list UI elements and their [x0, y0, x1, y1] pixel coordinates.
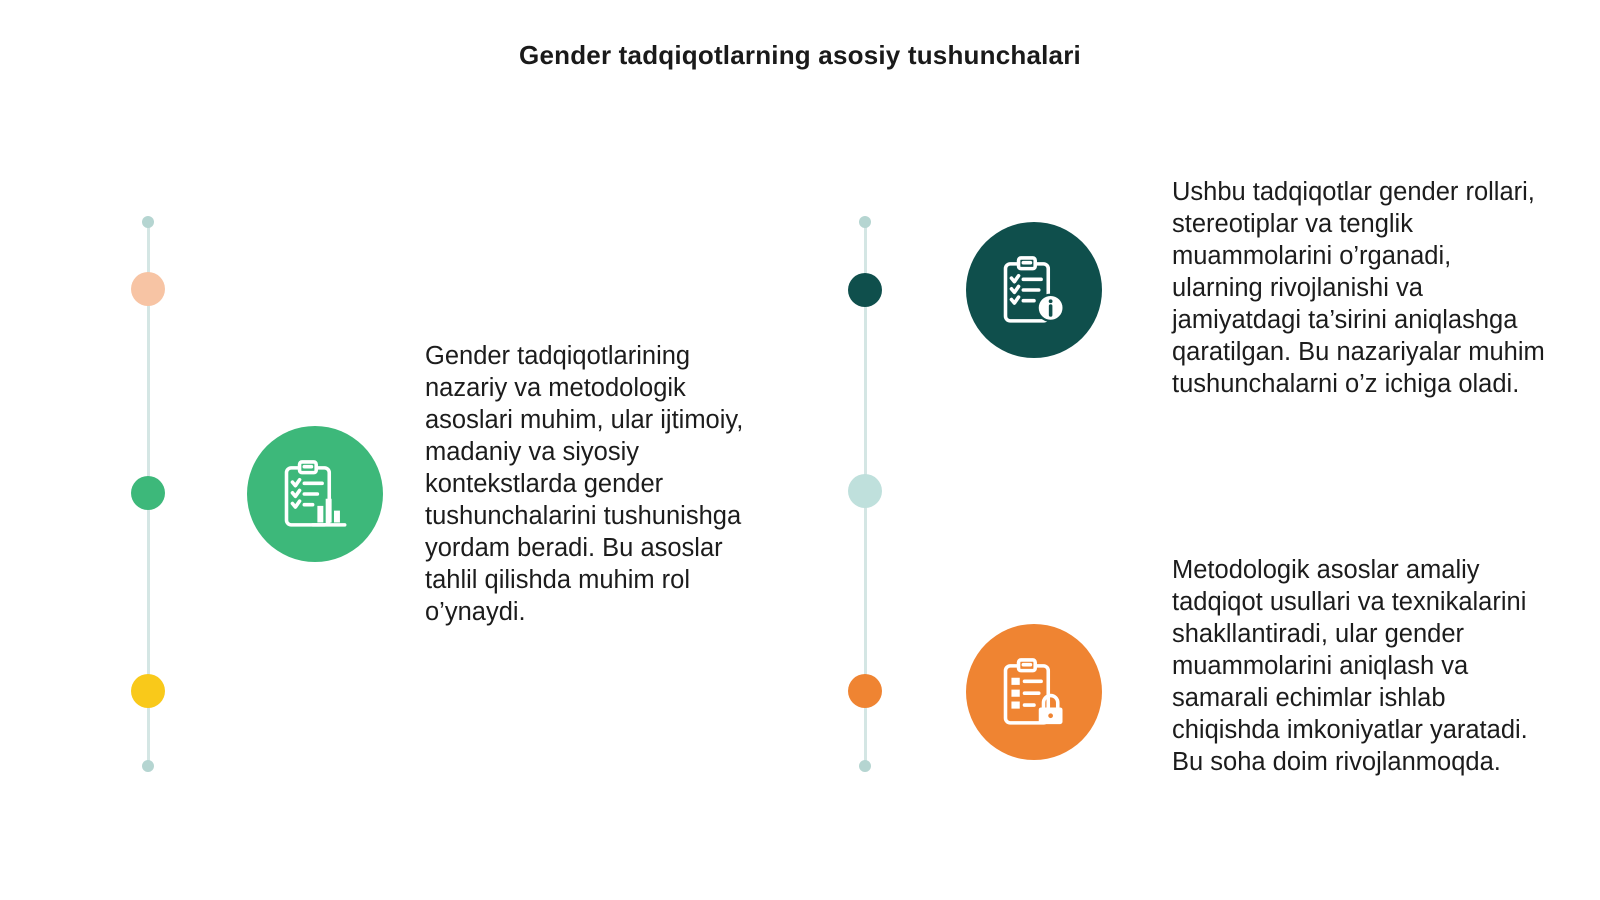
clipboard-checklist-info-icon — [996, 252, 1072, 328]
timeline-marker-yellow — [131, 674, 165, 708]
icon-circle-dark-teal — [966, 222, 1102, 358]
block-text-1: Gender tadqiqotlarining nazariy va metodologik asoslari muhim, ular ijtimoiy, madaniy va siyosiy kontekstlarda gender tushunchalarini tushunishga yordam beradi. Bu asoslar tahlil qilishda muhim rol o’ynaydi. — [425, 342, 744, 626]
timeline-marker-orange — [848, 674, 882, 708]
block-text-2: Ushbu tadqiqotlar gender rollari, stereotiplar va tenglik muammolarini o’rganadi, ularning rivojlanishi va jamiyatdagi ta’sirini aniqlashga qaratilgan. Bu nazariyalar muhim tushunchalarni o’z ichiga oladi. — [1172, 178, 1545, 398]
timeline-marker-green — [131, 476, 165, 510]
icon-circle-green — [247, 426, 383, 562]
timeline-end-dot — [859, 760, 871, 772]
clipboard-lock-icon — [996, 654, 1072, 730]
timeline-marker-light-teal — [848, 474, 882, 508]
timeline-marker-peach — [131, 272, 165, 306]
icon-circle-orange — [966, 624, 1102, 760]
timeline-marker-dark-teal — [848, 273, 882, 307]
block-text-3: Metodologik asoslar amaliy tadqiqot usullari va texnikalarini shakllantiradi, ular gender muammolarini aniqlash va samarali echimlar ishlab chiqishda imkoniyatlar yaratadi. Bu soha doim rivojlanmoqda. — [1172, 556, 1528, 776]
clipboard-chart-icon — [277, 456, 353, 532]
page-title: Gender tadqiqotlarning asosiy tushunchalari — [519, 40, 1081, 70]
timeline-start-dot — [859, 216, 871, 228]
timeline-start-dot — [142, 216, 154, 228]
timeline-end-dot — [142, 760, 154, 772]
